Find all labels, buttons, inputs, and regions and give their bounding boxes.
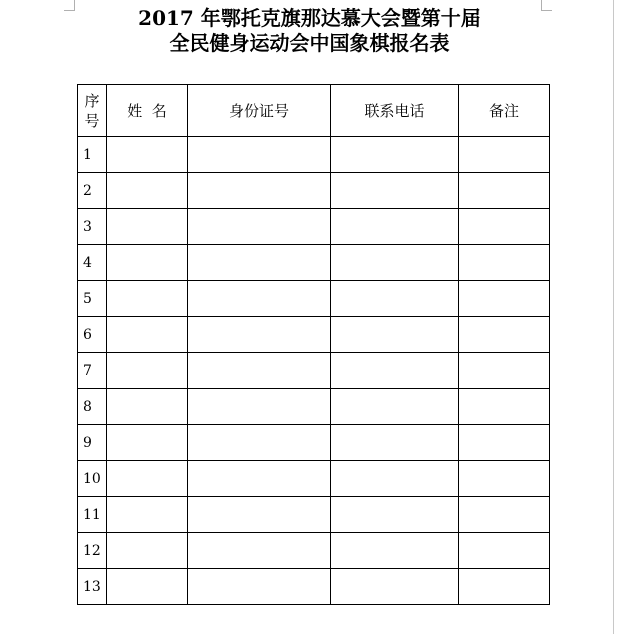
id-number-cell[interactable]	[188, 245, 331, 281]
id-number-cell[interactable]	[188, 497, 331, 533]
phone-cell[interactable]	[331, 389, 459, 425]
name-cell[interactable]	[107, 425, 188, 461]
remarks-cell[interactable]	[459, 209, 550, 245]
phone-cell[interactable]	[331, 353, 459, 389]
phone-cell[interactable]	[331, 497, 459, 533]
remarks-cell[interactable]	[459, 533, 550, 569]
row-index-cell: 5	[78, 281, 107, 317]
name-cell[interactable]	[107, 173, 188, 209]
remarks-cell[interactable]	[459, 461, 550, 497]
id-number-cell[interactable]	[188, 569, 331, 605]
phone-cell[interactable]	[331, 245, 459, 281]
table-row	[78, 497, 550, 533]
table-row	[78, 317, 550, 353]
remarks-cell[interactable]	[459, 353, 550, 389]
id-number-cell[interactable]	[188, 533, 331, 569]
table-row	[78, 137, 550, 173]
header-index	[78, 85, 107, 137]
table-row	[78, 533, 550, 569]
id-number-cell[interactable]	[188, 389, 331, 425]
remarks-cell[interactable]	[459, 569, 550, 605]
header-name-label: 姓 名	[127, 102, 167, 120]
phone-cell[interactable]	[331, 173, 459, 209]
header-index-bottom: 号	[84, 111, 100, 130]
id-number-cell[interactable]	[188, 461, 331, 497]
table-header-row	[78, 85, 550, 137]
phone-cell[interactable]	[331, 281, 459, 317]
table-row	[78, 173, 550, 209]
remarks-cell[interactable]	[459, 497, 550, 533]
header-id-number: 身份证号	[188, 85, 331, 137]
id-number-cell[interactable]	[188, 137, 331, 173]
phone-cell[interactable]	[331, 533, 459, 569]
table-row	[78, 389, 550, 425]
name-cell[interactable]	[107, 209, 188, 245]
remarks-cell[interactable]	[459, 425, 550, 461]
phone-cell[interactable]	[331, 461, 459, 497]
row-index-cell: 7	[78, 353, 107, 389]
table-row	[78, 209, 550, 245]
row-index-cell: 2	[78, 173, 107, 209]
table-row	[78, 281, 550, 317]
remarks-cell[interactable]	[459, 137, 550, 173]
row-index-cell: 4	[78, 245, 107, 281]
id-number-cell[interactable]	[188, 317, 331, 353]
header-remarks: 备注	[459, 85, 550, 137]
row-index-cell: 6	[78, 317, 107, 353]
name-cell[interactable]	[107, 461, 188, 497]
phone-cell[interactable]	[331, 137, 459, 173]
name-cell[interactable]	[107, 137, 188, 173]
header-name	[107, 85, 188, 137]
id-number-cell[interactable]	[188, 281, 331, 317]
remarks-cell[interactable]	[459, 245, 550, 281]
id-number-cell[interactable]	[188, 173, 331, 209]
row-index-cell: 12	[78, 533, 107, 569]
row-index-cell: 8	[78, 389, 107, 425]
row-index-cell: 11	[78, 497, 107, 533]
document-title-line-1: 2017 年鄂托克旗那达慕大会暨第十届	[138, 6, 481, 30]
phone-cell[interactable]	[331, 569, 459, 605]
name-cell[interactable]	[107, 497, 188, 533]
phone-cell[interactable]	[331, 317, 459, 353]
remarks-cell[interactable]	[459, 281, 550, 317]
table-row	[78, 569, 550, 605]
id-number-cell[interactable]	[188, 353, 331, 389]
table-row	[78, 461, 550, 497]
remarks-cell[interactable]	[459, 389, 550, 425]
row-index-cell: 10	[78, 461, 107, 497]
table-row	[78, 353, 550, 389]
phone-cell[interactable]	[331, 425, 459, 461]
header-phone: 联系电话	[331, 85, 459, 137]
remarks-cell[interactable]	[459, 173, 550, 209]
name-cell[interactable]	[107, 245, 188, 281]
id-number-cell[interactable]	[188, 209, 331, 245]
row-index-cell: 9	[78, 425, 107, 461]
row-index-cell: 13	[78, 569, 107, 605]
name-cell[interactable]	[107, 317, 188, 353]
name-cell[interactable]	[107, 353, 188, 389]
remarks-cell[interactable]	[459, 317, 550, 353]
page-edge	[613, 0, 614, 634]
row-index-cell: 3	[78, 209, 107, 245]
table-row	[78, 245, 550, 281]
name-cell[interactable]	[107, 569, 188, 605]
name-cell[interactable]	[107, 389, 188, 425]
document-title-line-2: 全民健身运动会中国象棋报名表	[169, 31, 450, 55]
row-index-cell: 1	[78, 137, 107, 173]
name-cell[interactable]	[107, 533, 188, 569]
name-cell[interactable]	[107, 281, 188, 317]
header-index-top: 序	[84, 91, 100, 110]
table-row	[78, 425, 550, 461]
phone-cell[interactable]	[331, 209, 459, 245]
registration-table	[77, 84, 550, 605]
id-number-cell[interactable]	[188, 425, 331, 461]
